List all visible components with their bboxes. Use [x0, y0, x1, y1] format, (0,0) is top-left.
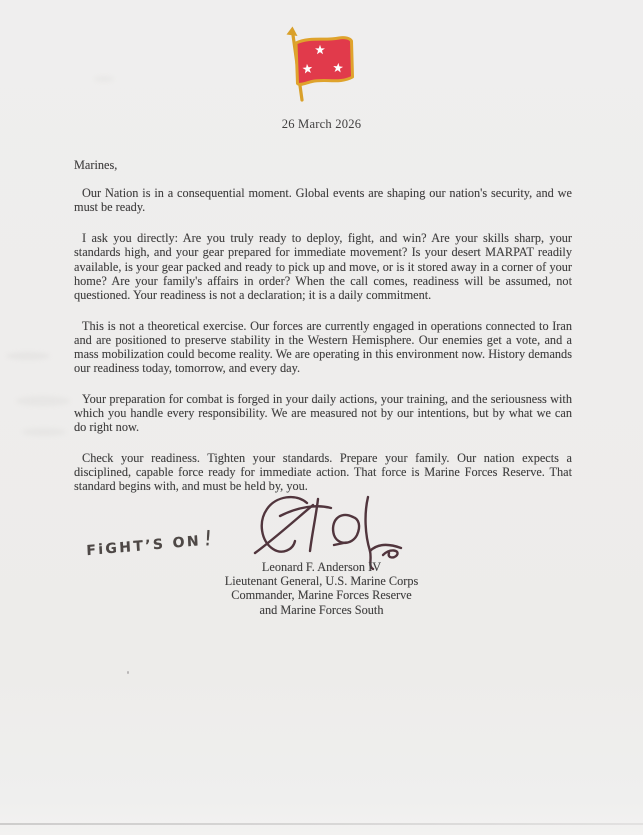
- rank-flag-icon: [283, 26, 365, 108]
- handwritten-note-exclamation: !: [202, 526, 216, 551]
- signature-ink: [255, 497, 401, 569]
- letter-paragraph: Our Nation is in a consequential moment. Global events are shaping our nation's security, and we must be ready.: [74, 186, 572, 215]
- flag-field: [296, 38, 353, 85]
- scan-smudge: [6, 352, 50, 360]
- scan-edge-line: [0, 823, 643, 825]
- salutation: Marines,: [74, 158, 118, 172]
- handwritten-note-text: FiGHT’S ON: [85, 533, 202, 560]
- letter-paragraph: Your preparation for combat is forged in your daily actions, your training, and the seriousness with which you handle every responsibility. We are measured not by our intentions, but by what we can do right now.: [74, 391, 572, 435]
- letter-paragraph: I ask you directly: Are you truly ready to deploy, fight, and win? Are your skills sharp, your standards high, and your gear prepared for immediate movement? Is your desert MARPAT readily available, is your gear packed and ready to pick up and move, or is it stored away in a corner of your home? Are your family's affairs in order? When the call comes, readiness will be assumed, not questioned. Your readiness is not a declaration; it is a daily commitment.: [74, 231, 572, 302]
- signer-title: Lieutenant General, U.S. Marine Corps: [224, 574, 419, 589]
- letter-paragraph: This is not a theoretical exercise. Our forces are currently engaged in operations connected to Iran and are positioned to preserve stability in the Western Hemisphere. Our enemies get a vote, and a mass mobilization could become reality. We are operating in this environment now. History demands our readiness today, tomorrow, and every day.: [74, 318, 572, 376]
- scan-smudge: [16, 396, 70, 406]
- signer-command-1: Commander, Marine Forces Reserve: [231, 588, 412, 603]
- scan-speck: [127, 671, 129, 674]
- scan-smudge: [22, 428, 66, 436]
- signer-name: Leonard F. Anderson IV: [261, 560, 382, 574]
- scan-smudge: [94, 76, 114, 82]
- signer-command-2: and Marine Forces South: [259, 602, 384, 617]
- letter-body: [74, 158, 572, 510]
- letter-date: 26 March 2026: [281, 117, 362, 131]
- signature-block: [0, 560, 643, 617]
- letter-paragraph: Check your readiness. Tighten your standards. Prepare your family. Our nation expects a disciplined, capable force ready for immediate action. That force is Marine Forces Reserve. That standard begins with, and must be held by, you.: [74, 451, 572, 494]
- handwritten-note: [85, 526, 216, 560]
- flag-finial: [287, 27, 298, 37]
